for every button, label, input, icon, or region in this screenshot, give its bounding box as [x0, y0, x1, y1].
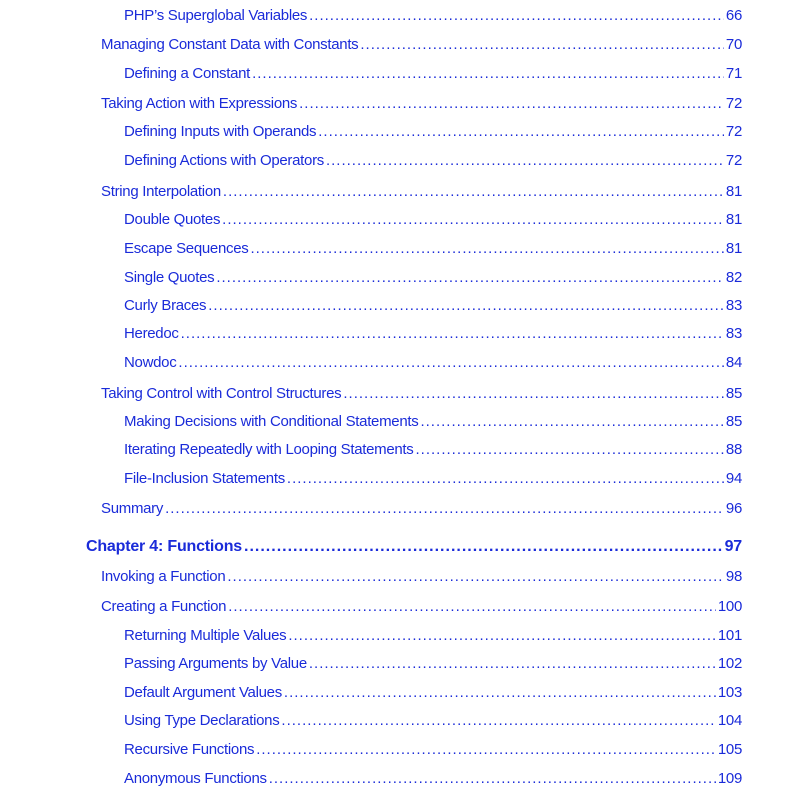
toc-entry-title: Iterating Repeatedly with Looping Statements [124, 441, 414, 458]
dot-leader [299, 94, 724, 114]
toc-entry-title: Default Argument Values [124, 684, 282, 701]
toc-entry-page: 105 [717, 741, 742, 758]
toc-entry-conditional-statements[interactable] [124, 412, 742, 432]
toc-entry-title: Anonymous Functions [124, 770, 267, 787]
toc-entry-page: 72 [725, 123, 742, 140]
toc-entry-title: Defining Actions with Operators [124, 152, 324, 169]
dot-leader [216, 268, 724, 288]
toc-entry-summary[interactable] [101, 499, 742, 519]
toc-entry-title: Chapter 4: Functions [86, 538, 243, 555]
dot-leader [223, 182, 724, 202]
toc-entry-page: 71 [725, 65, 742, 82]
toc-entry-anonymous-functions[interactable] [124, 769, 742, 789]
dot-leader [208, 296, 724, 316]
toc-entry-recursive-functions[interactable] [124, 740, 742, 760]
toc-entry-page: 104 [717, 712, 742, 729]
dot-leader [416, 440, 724, 460]
toc-entry-nowdoc[interactable] [124, 353, 742, 373]
dot-leader [227, 567, 724, 587]
toc-entry-title: Summary [101, 500, 164, 517]
dot-leader [287, 469, 724, 489]
toc-entry-defining-inputs-operands[interactable] [124, 122, 742, 142]
dot-leader [252, 64, 724, 84]
toc-entry-page: 94 [725, 470, 742, 487]
dot-leader [165, 499, 724, 519]
toc-entry-title: PHP’s Superglobal Variables [124, 7, 308, 24]
toc-entry-title: Defining Inputs with Operands [124, 123, 317, 140]
toc-entry-title: File-Inclusion Statements [124, 470, 285, 487]
toc-entry-page: 81 [725, 183, 742, 200]
toc-entry-page: 72 [725, 95, 742, 112]
toc-entry-title: Managing Constant Data with Constants [101, 36, 359, 53]
toc-entry-file-inclusion-statements[interactable] [124, 469, 742, 489]
dot-leader [326, 151, 724, 171]
toc-entry-page: 83 [725, 325, 742, 342]
toc-entry-default-argument-values[interactable] [124, 683, 742, 703]
toc-entry-looping-statements[interactable] [124, 440, 742, 460]
toc-entry-page: 84 [725, 354, 742, 371]
toc-entry-heredoc[interactable] [124, 324, 742, 344]
toc-entry-page: 102 [717, 655, 742, 672]
toc-entry-title: Heredoc [124, 325, 179, 342]
toc-entry-page: 83 [725, 297, 742, 314]
toc-entry-invoking-a-function[interactable] [101, 567, 742, 587]
toc-entry-page: 100 [717, 598, 742, 615]
toc-entry-page: 85 [725, 413, 742, 430]
toc-entry-page: 97 [724, 538, 742, 555]
dot-leader [360, 35, 724, 55]
dot-leader [284, 683, 716, 703]
toc-entry-page: 103 [717, 684, 742, 701]
toc-entry-superglobal-variables[interactable] [124, 6, 742, 26]
dot-leader [420, 412, 723, 432]
toc-entry-title: Defining a Constant [124, 65, 251, 82]
toc-entry-escape-sequences[interactable] [124, 239, 742, 259]
toc-entry-page: 81 [725, 240, 742, 257]
toc-entry-title: Taking Action with Expressions [101, 95, 298, 112]
toc-entry-defining-actions-operators[interactable] [124, 151, 742, 171]
toc-entry-string-interpolation[interactable] [101, 182, 742, 202]
toc-entry-title: Taking Control with Control Structures [101, 385, 342, 402]
toc-entry-page: 96 [725, 500, 742, 517]
toc-entry-title: Curly Braces [124, 297, 207, 314]
toc-entry-title: Using Type Declarations [124, 712, 280, 729]
toc-entry-title: String Interpolation [101, 183, 221, 200]
dot-leader [288, 626, 716, 646]
dot-leader [309, 654, 716, 674]
dot-leader [318, 122, 724, 142]
toc-entry-title: Returning Multiple Values [124, 627, 287, 644]
toc-entry-title: Nowdoc [124, 354, 177, 371]
toc-entry-control-structures[interactable] [101, 384, 742, 404]
toc-entry-title: Making Decisions with Conditional Statements [124, 413, 419, 430]
toc-entry-page: 70 [725, 36, 742, 53]
toc-entry-single-quotes[interactable] [124, 268, 742, 288]
toc-entry-title: Double Quotes [124, 211, 221, 228]
toc-entry-page: 66 [725, 7, 742, 24]
toc-entry-title: Invoking a Function [101, 568, 226, 585]
toc-entry-double-quotes[interactable] [124, 210, 742, 230]
toc-entry-passing-arguments-by-value[interactable] [124, 654, 742, 674]
toc-entry-defining-a-constant[interactable] [124, 64, 742, 84]
toc-entry-page: 82 [725, 269, 742, 286]
toc-chapter-4-functions[interactable] [86, 537, 742, 557]
toc-entry-using-type-declarations[interactable] [124, 711, 742, 731]
toc-entry-curly-braces[interactable] [124, 296, 742, 316]
toc-entry-title: Single Quotes [124, 269, 215, 286]
toc-entry-title: Escape Sequences [124, 240, 249, 257]
toc-entry-returning-multiple-values[interactable] [124, 626, 742, 646]
dot-leader [281, 711, 715, 731]
toc-entry-title: Creating a Function [101, 598, 227, 615]
toc-entry-page: 85 [725, 385, 742, 402]
toc-entry-title: Passing Arguments by Value [124, 655, 307, 672]
toc-entry-page: 109 [717, 770, 742, 787]
toc-entry-creating-a-function[interactable] [101, 597, 742, 617]
dot-leader [269, 769, 716, 789]
toc-entry-page: 101 [717, 627, 742, 644]
dot-leader [309, 6, 724, 26]
toc-entry-taking-action-expressions[interactable] [101, 94, 742, 114]
toc-entry-page: 72 [725, 152, 742, 169]
dot-leader [181, 324, 724, 344]
dot-leader [222, 210, 724, 230]
toc-entry-managing-constant-data[interactable] [101, 35, 742, 55]
toc-entry-page: 98 [725, 568, 742, 585]
dot-leader [244, 537, 723, 557]
dot-leader [256, 740, 716, 760]
toc-entry-title: Recursive Functions [124, 741, 255, 758]
toc-entry-page: 81 [725, 211, 742, 228]
dot-leader [250, 239, 723, 259]
dot-leader [228, 597, 716, 617]
dot-leader [343, 384, 724, 404]
dot-leader [178, 353, 724, 373]
toc-entry-page: 88 [725, 441, 742, 458]
